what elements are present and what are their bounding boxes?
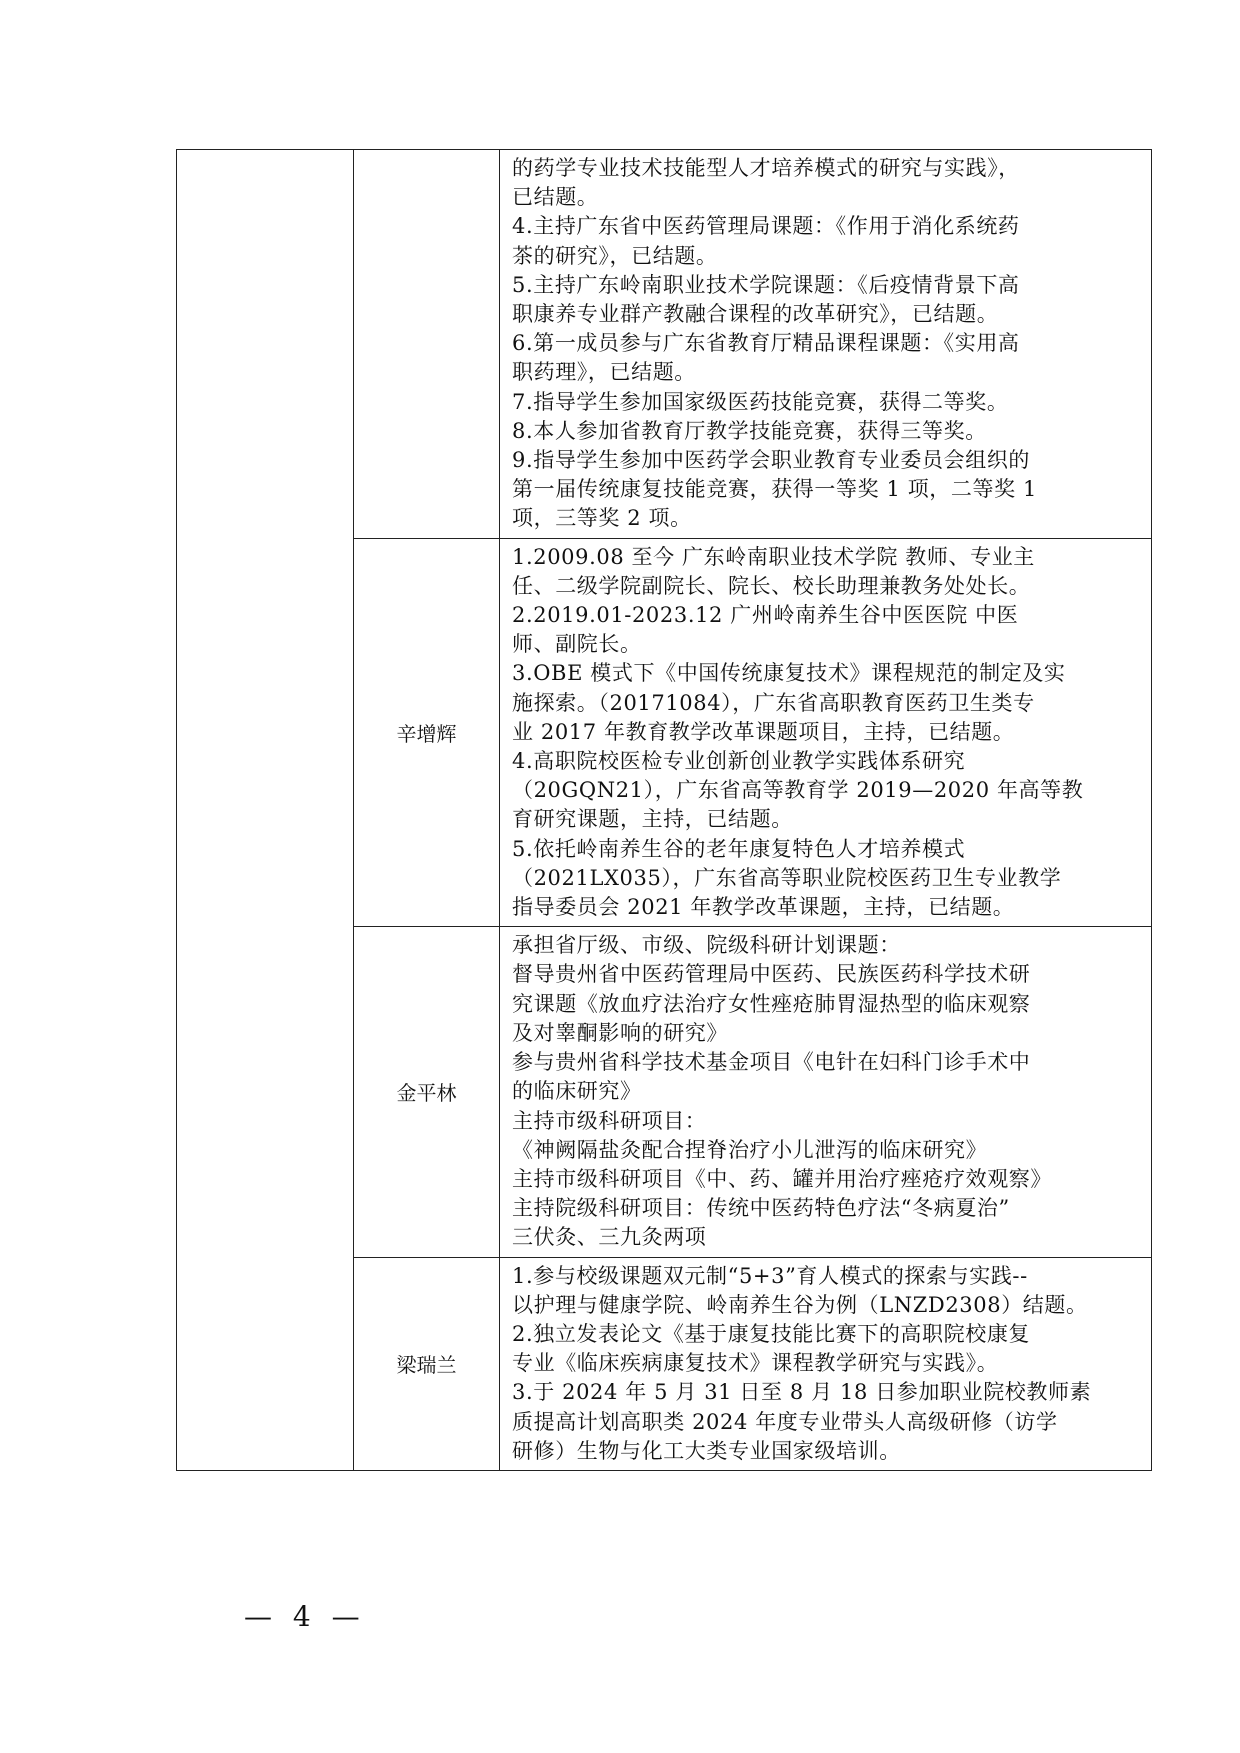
achievement-line: 以护理与健康学院、岭南养生谷为例（LNZD2308）结题。: [512, 1292, 1088, 1317]
achievement-line: 《神阙隔盐灸配合捏脊治疗小儿泄泻的临床研究》: [512, 1137, 988, 1162]
achievement-line: 施探索。（20171084），广东省高职教育医药卫生类专: [512, 690, 1035, 715]
member-name: 金平林: [396, 1081, 457, 1106]
achievement-line: 研修）生物与化工大类专业国家级培训。: [512, 1438, 901, 1463]
achievement-line: 8.本人参加省教育厅教学技能竞赛，获得三等奖。: [512, 418, 987, 443]
achievement-line: 9.指导学生参加中医药学会职业教育专业委员会组织的: [512, 448, 1031, 473]
page-number: — 4 —: [244, 1600, 366, 1633]
achievement-line: 2.2019.01-2023.12 广州岭南养生谷中医医院 中医: [512, 603, 1019, 628]
achievement-line: 5.依托岭南养生谷的老年康复特色人才培养模式: [512, 836, 966, 861]
achievement-line: 职药理》，已结题。: [512, 360, 696, 385]
achievement-line: 质提高计划高职类 2024 年度专业带头人高级研修（访学: [512, 1409, 1058, 1434]
achievements-cell: [500, 538, 1152, 927]
achievement-line: 项，三等奖 2 项。: [512, 506, 692, 531]
achievement-line: 已结题。: [512, 185, 599, 210]
achievement-line: 专业《临床疾病康复技术》课程教学研究与实践》。: [512, 1351, 999, 1376]
achievement-line: 1.参与校级课题双元制“5+3”育人模式的探索与实践--: [512, 1263, 1028, 1288]
achievement-line: 参与贵州省科学技术基金项目《电针在妇科门诊手术中: [512, 1050, 1031, 1075]
achievements-cell: [500, 150, 1152, 539]
achievement-line: 7.指导学生参加国家级医药技能竞赛，获得二等奖。: [512, 389, 1009, 414]
info-table: [176, 149, 1152, 1471]
achievement-line: 育研究课题，主持，已结题。: [512, 807, 793, 832]
achievement-line: 4.主持广东省中医药管理局课题：《作用于消化系统药: [512, 214, 1020, 239]
table-row: [177, 150, 1152, 539]
achievement-line: 4.高职院校医检专业创新创业教学实践体系研究: [512, 749, 966, 774]
achievement-line: 任、二级学院副院长、院长、校长助理兼教务处处长。: [512, 573, 1031, 598]
member-name-cell: [354, 927, 500, 1257]
achievement-line: 3.OBE 模式下《中国传统康复技术》课程规范的制定及实: [512, 661, 1066, 686]
achievement-line: 2.独立发表论文《基于康复技能比赛下的高职院校康复: [512, 1321, 1031, 1346]
achievement-line: 职康养专业群产教融合课程的改革研究》，已结题。: [512, 302, 999, 327]
achievements-cell: [500, 1257, 1152, 1470]
achievement-line: 承担省厅级、市级、院级科研计划课题：: [512, 933, 901, 958]
achievement-line: 指导委员会 2021 年教学改革课题，主持，已结题。: [512, 895, 1015, 920]
achievement-line: 督导贵州省中医药管理局中医药、民族医药科学技术研: [512, 962, 1031, 987]
achievement-line: 3.于 2024 年 5 月 31 日至 8 月 18 日参加职业院校教师素: [512, 1380, 1092, 1405]
achievement-line: 及对睾酮影响的研究》: [512, 1020, 728, 1045]
member-name-cell: [354, 150, 500, 539]
achievement-line: 5.主持广东岭南职业技术学院课题：《后疫情背景下高: [512, 272, 1020, 297]
achievement-line: （20GQN21），广东省高等教育学 2019—2020 年高等教: [512, 778, 1084, 803]
achievement-line: 业 2017 年教育教学改革课题项目，主持，已结题。: [512, 719, 1015, 744]
achievement-line: 主持院级科研项目：传统中医药特色疗法“冬病夏治”: [512, 1196, 1010, 1221]
member-name: 辛增辉: [396, 721, 457, 746]
achievement-line: 茶的研究》，已结题。: [512, 243, 718, 268]
achievement-line: 究课题《放血疗法治疗女性痤疮肺胃湿热型的临床观察: [512, 991, 1031, 1016]
achievement-line: 主持市级科研项目：: [512, 1108, 707, 1133]
member-name: 梁瑞兰: [396, 1353, 457, 1378]
achievement-line: 1.2009.08 至今 广东岭南职业技术学院 教师、专业主: [512, 544, 1035, 569]
achievement-line: 三伏灸、三九灸两项: [512, 1225, 707, 1250]
achievements-cell: [500, 927, 1152, 1257]
achievement-line: 6.第一成员参与广东省教育厅精品课程课题：《实用高: [512, 331, 1020, 356]
achievement-line: 主持市级科研项目《中、药、罐并用治疗痤疮疗效观察》: [512, 1166, 1052, 1191]
achievement-line: 的临床研究》: [512, 1079, 642, 1104]
member-name-cell: [354, 1257, 500, 1470]
achievement-line: 师、副院长。: [512, 632, 642, 657]
achievement-line: （2021LX035），广东省高等职业院校医药卫生专业教学: [512, 865, 1062, 890]
achievement-line: 第一届传统康复技能竞赛，获得一等奖 1 项，二等奖 1: [512, 477, 1037, 502]
category-cell: [177, 150, 354, 1471]
member-name-cell: [354, 538, 500, 927]
achievement-line: 的药学专业技术技能型人才培养模式的研究与实践》，: [512, 156, 1020, 180]
